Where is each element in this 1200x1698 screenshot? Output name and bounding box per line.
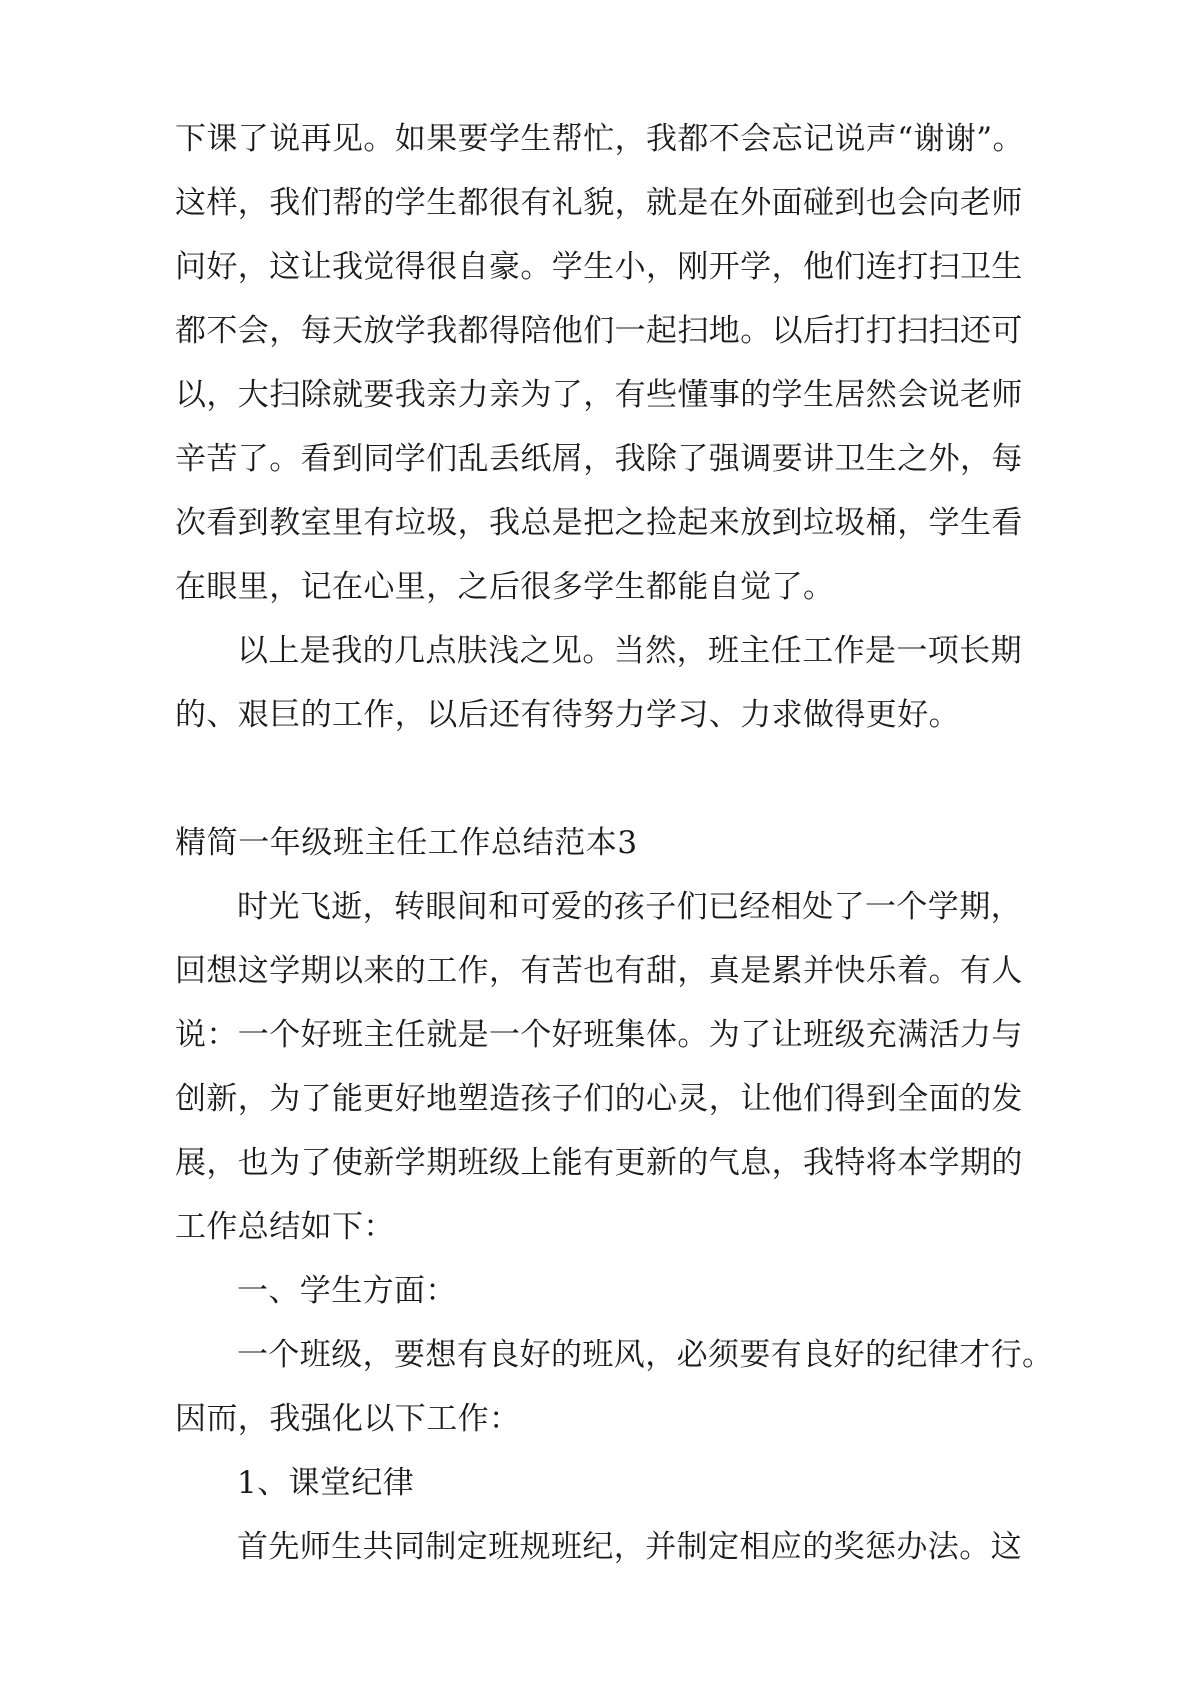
paragraph-line-1: 下课了说再见。如果要学生帮忙，我都不会忘记说声“谢谢”。 — [175, 121, 1024, 157]
paragraph-line-13: 说：一个好班主任就是一个好班集体。为了让班级充满活力与 — [175, 1017, 1023, 1053]
paragraph-line-4: 都不会，每天放学我都得陪他们一起扫地。以后打打扫扫还可 — [175, 313, 1023, 349]
paragraph-line-9: 以上是我的几点肤浅之见。当然，班主任工作是一项长期 — [237, 633, 1022, 669]
paragraph-line-16: 工作总结如下： — [175, 1209, 395, 1245]
paragraph-line-19: 首先师生共同制定班规班纪，并制定相应的奖惩办法。这 — [237, 1529, 1022, 1565]
paragraph-line-11: 时光飞逝，转眼间和可爱的孩子们已经相处了一个学期， — [237, 889, 1022, 925]
paragraph-line-15: 展，也为了使新学期班级上能有更新的气息，我特将本学期的 — [175, 1145, 1023, 1181]
paragraph-line-2: 这样，我们帮的学生都很有礼貌，就是在外面碰到也会向老师 — [175, 185, 1023, 221]
paragraph-line-6: 辛苦了。看到同学们乱丢纸屑，我除了强调要讲卫生之外，每 — [175, 441, 1023, 477]
paragraph-line-14: 创新，为了能更好地塑造孩子们的心灵，让他们得到全面的发 — [175, 1081, 1023, 1117]
subheading-classroom-discipline: 1、课堂纪律 — [237, 1465, 415, 1501]
paragraph-line-17: 一个班级，要想有良好的班风，必须要有良好的纪律才行。 — [237, 1337, 1054, 1373]
paragraph-line-18: 因而，我强化以下工作： — [175, 1401, 521, 1437]
paragraph-line-3: 问好，这让我觉得很自豪。学生小，刚开学，他们连打扫卫生 — [175, 249, 1023, 285]
paragraph-line-10: 的、艰巨的工作，以后还有待努力学习、力求做得更好。 — [175, 697, 960, 733]
paragraph-line-7: 次看到教室里有垃圾，我总是把之捡起来放到垃圾桶，学生看 — [175, 505, 1023, 541]
section-heading: 精简一年级班主任工作总结范本3 — [175, 825, 638, 861]
paragraph-line-12: 回想这学期以来的工作，有苦也有甜，真是累并快乐着。有人 — [175, 953, 1023, 989]
paragraph-line-5: 以，大扫除就要我亲力亲为了，有些懂事的学生居然会说老师 — [175, 377, 1023, 413]
subheading-students: 一、学生方面： — [237, 1273, 457, 1309]
paragraph-line-8: 在眼里，记在心里，之后很多学生都能自觉了。 — [175, 569, 835, 605]
